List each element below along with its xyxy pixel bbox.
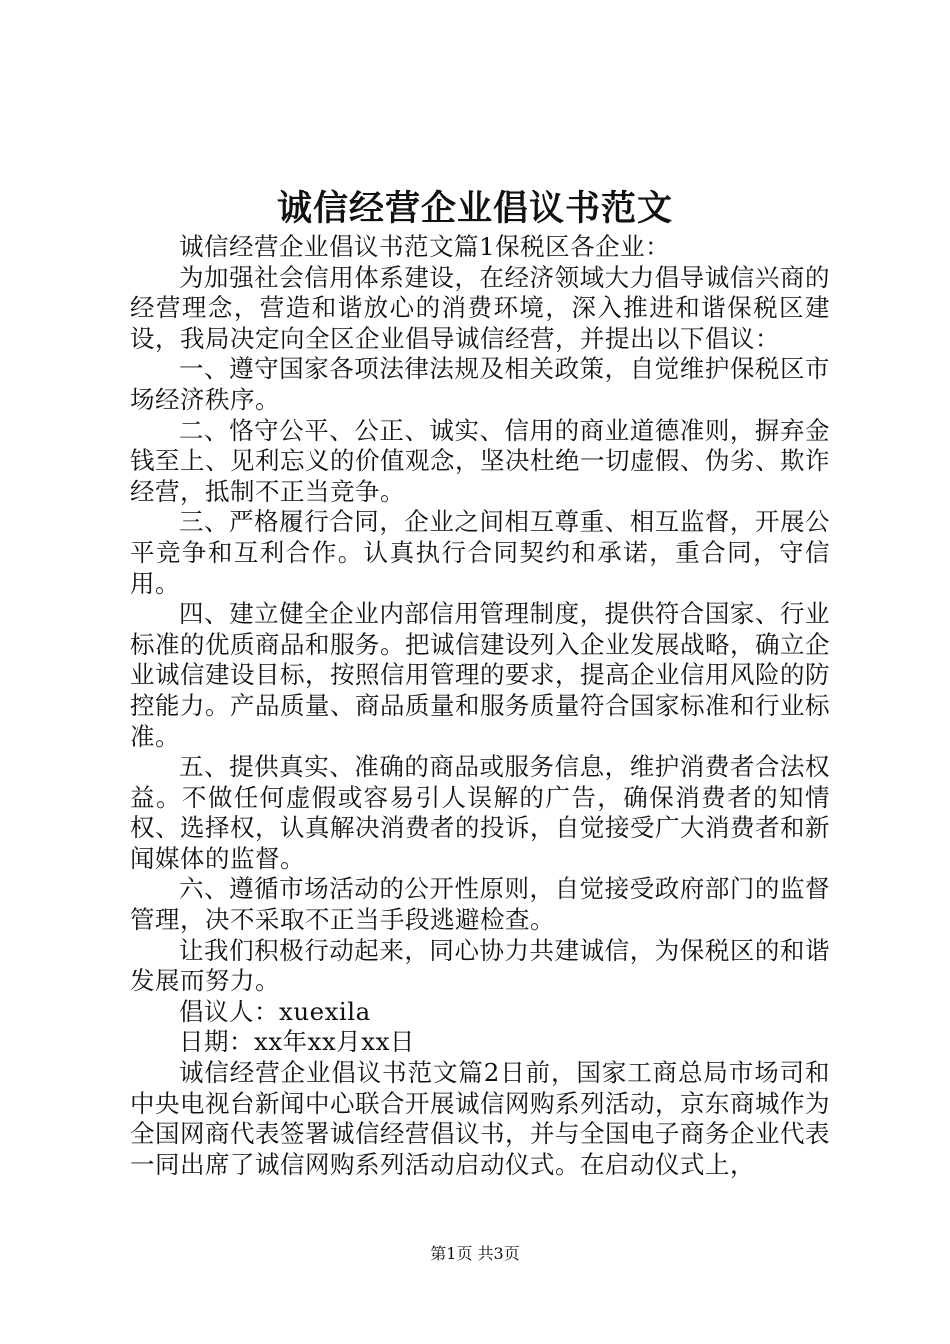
paragraph-salutation: 诚信经营企业倡议书范文篇1保税区各企业： — [179, 232, 671, 261]
paragraph-intro: 为加强社会信用体系建设，在经济领域大力倡导诚信兴商的经营理念，营造和谐放心的消费环境，深入推进和谐保税区建设，我局决定向全区企业倡导诚信经营，并提出以下倡议： — [130, 262, 830, 353]
paragraph-item-5: 五、提供真实、准确的商品或服务信息，维护消费者合法权益。不做任何虚假或容易引人误解的广告，确保消费者的知情权、选择权，认真解决消费者的投诉，自觉接受广大消费者和新闻媒体的监督。 — [130, 752, 830, 873]
paragraph-item-2: 二、恪守公平、公正、诚实、信用的商业道德准则，摒弃金钱至上、见利忘义的价值观念，坚决杜绝一切虚假、伪劣、欺诈经营，抵制不正当竞争。 — [130, 415, 830, 506]
paragraph-item-6: 六、遵循市场活动的公开性原则，自觉接受政府部门的监督管理，决不采取不正当手段逃避检查。 — [130, 874, 830, 935]
paragraph-second-article: 诚信经营企业倡议书范文篇2日前，国家工商总局市场司和中央电视台新闻中心联合开展诚信网购系列活动，京东商城作为全国网商代表签署诚信经营倡议书，并与全国电子商务企业代表一同出席了诚信网购系列活动启动仪式。在启动仪式上， — [130, 1058, 830, 1179]
paragraph-item-4: 四、建立健全企业内部信用管理制度，提供符合国家、行业标准的优质商品和服务。把诚信建设列入企业发展战略，确立企业诚信建设目标，按照信用管理的要求，提高企业信用风险的防控能力。产品质量、商品质量和服务质量符合国家标准和行业标准。 — [130, 599, 830, 751]
document-title: 诚信经营企业倡议书范文 — [276, 188, 673, 229]
paragraph-item-3: 三、严格履行合同，企业之间相互尊重、相互监督，开展公平竞争和互利合作。认真执行合同契约和承诺，重合同，守信用。 — [130, 507, 830, 598]
paragraph-date: 日期：xx年xx月xx日 — [179, 1027, 415, 1057]
document-body — [130, 232, 830, 1180]
paragraph-closing: 让我们积极行动起来，同心协力共建诚信，为保税区的和谐发展而努力。 — [130, 935, 830, 996]
paragraph-item-1: 一、遵守国家各项法律法规及相关政策，自觉维护保税区市场经济秩序。 — [130, 354, 830, 414]
paragraph-signatory: 倡议人：xuexila — [179, 996, 371, 1026]
page-footer: 第1页 共3页 — [430, 1244, 520, 1263]
